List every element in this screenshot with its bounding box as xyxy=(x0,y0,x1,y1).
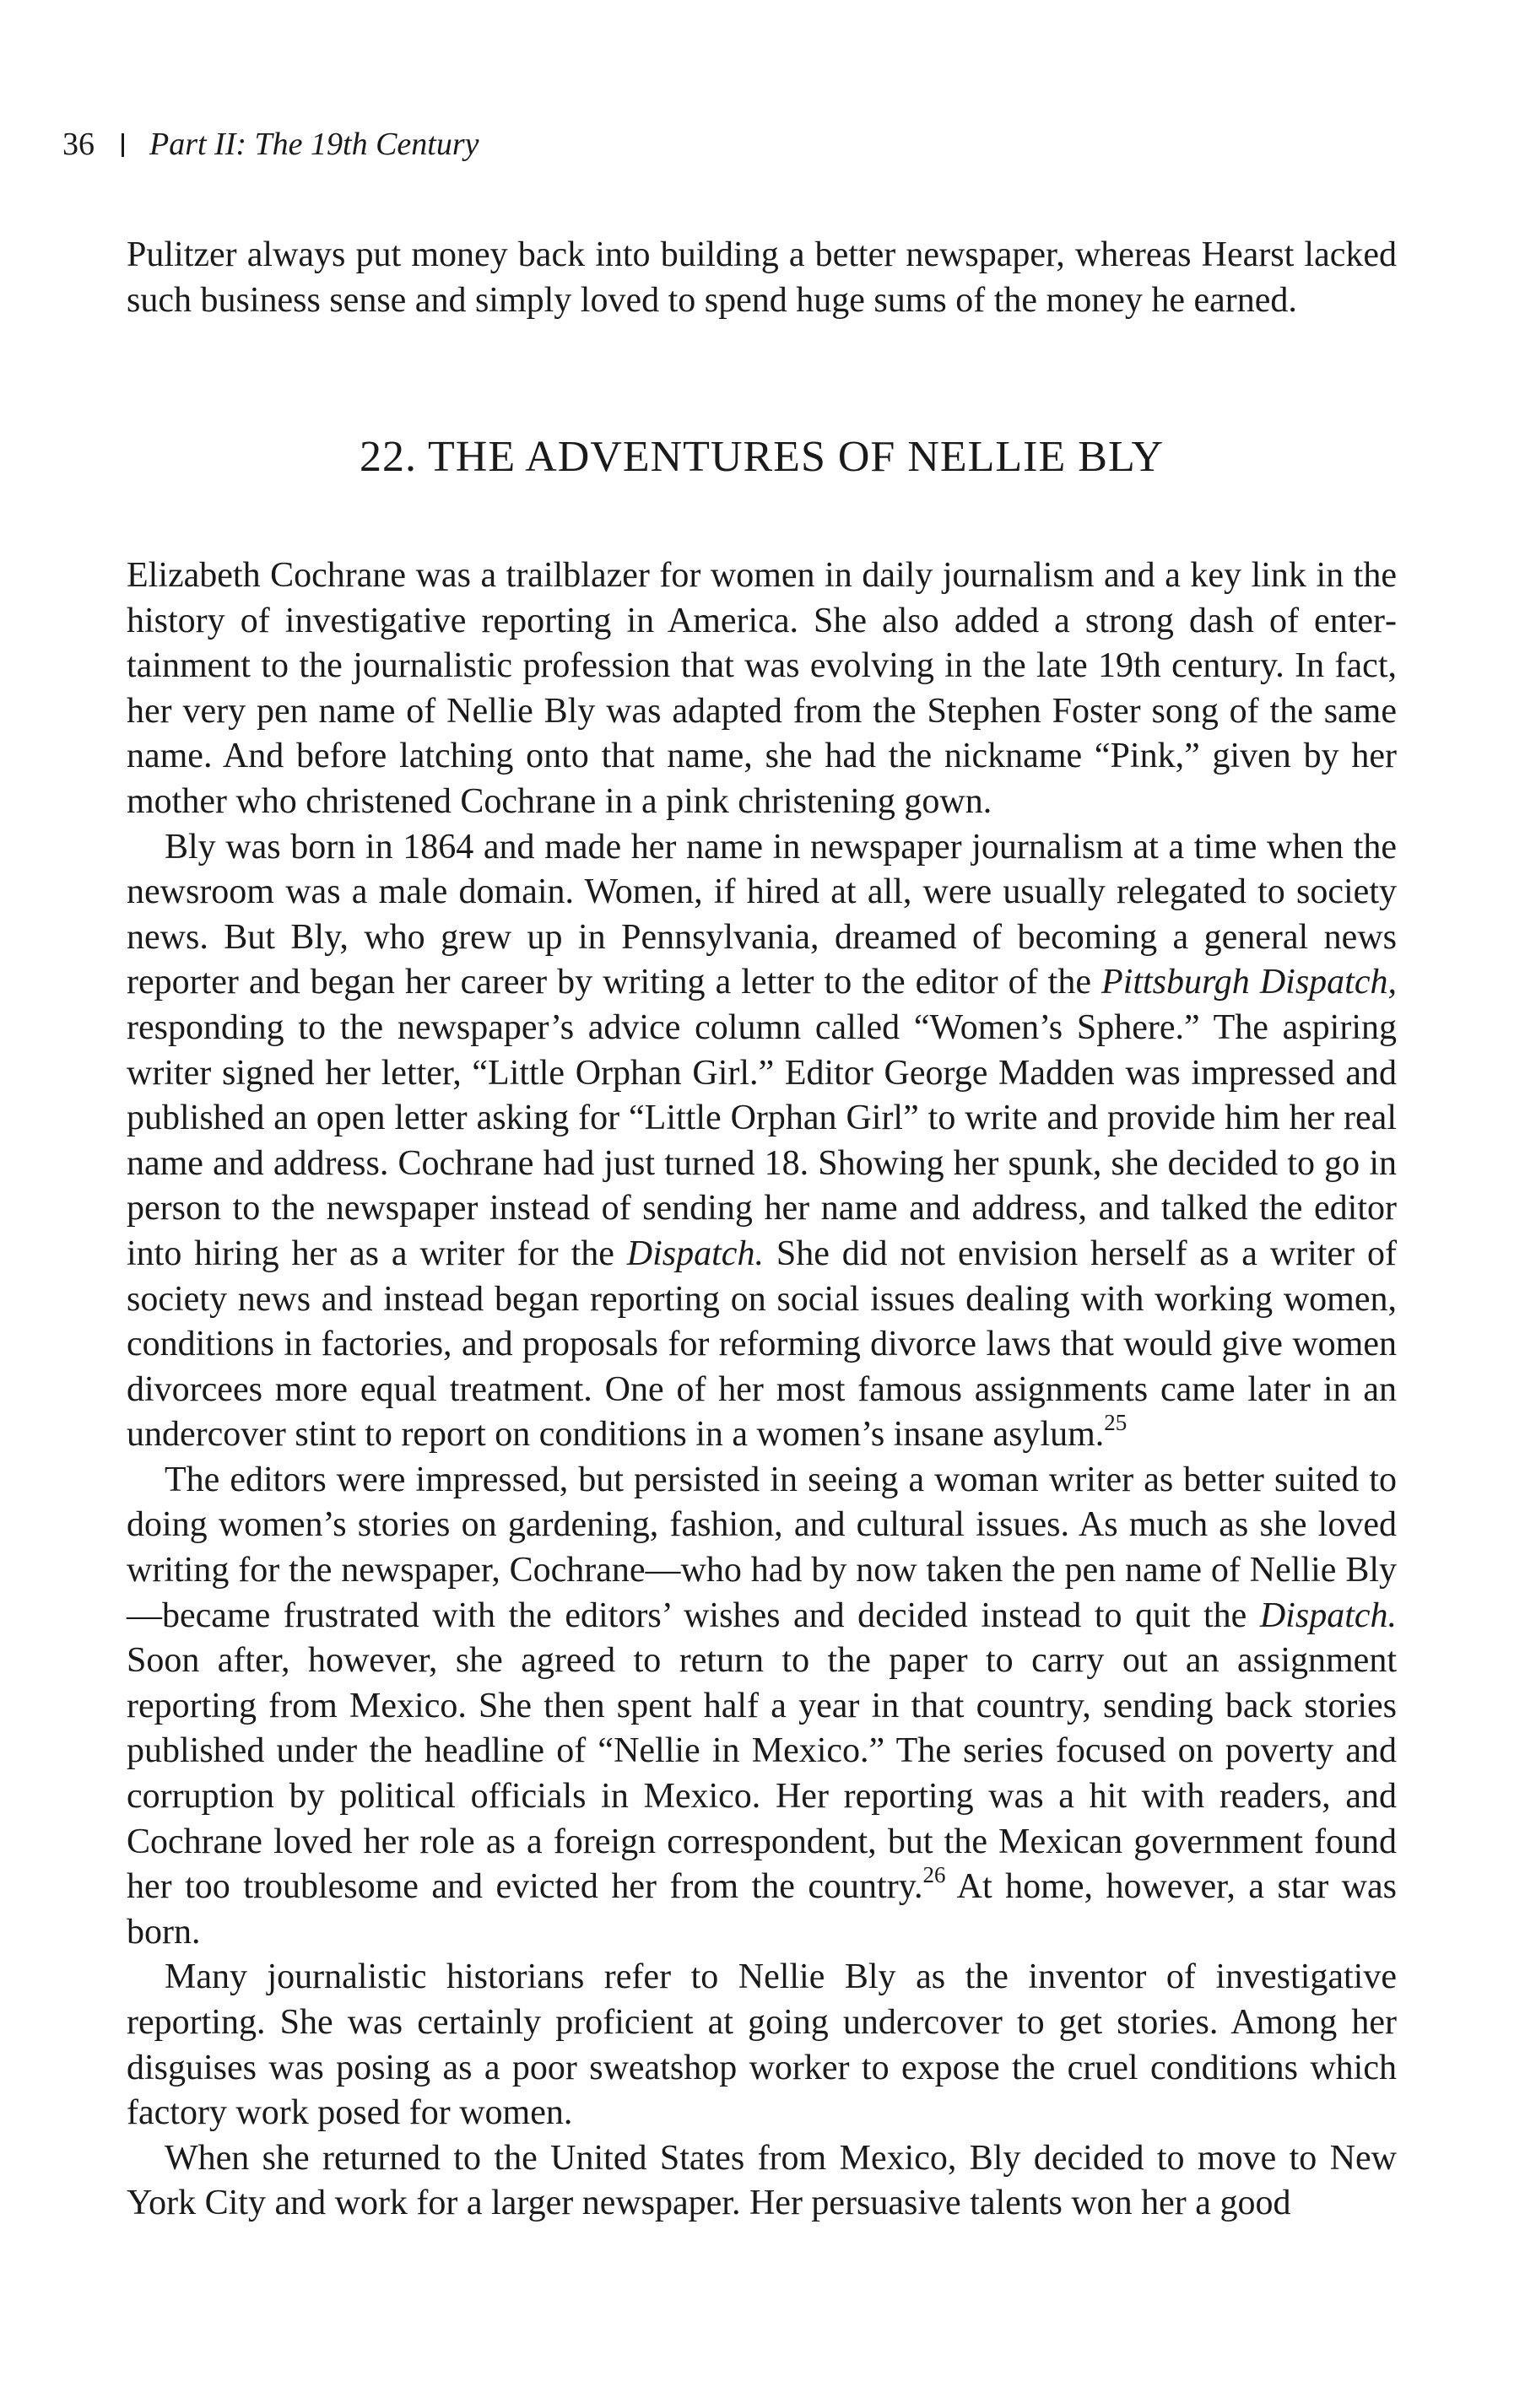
header-separator xyxy=(122,133,124,157)
chapter-body xyxy=(127,553,1397,2227)
paragraph-3-text-b: Soon after, however, she agreed to return to the paper to carry out an assignment reporting from Mexico. She then spent half a year in that country, sending back stories published under the headline of “Nellie in Mexico.” The series focused on poverty and corruption by political officials in Mexico. Her reporting was a hit with readers, and Cochrane loved her role as a foreign correspondent, but the Mexican government found her too troublesome and evicted her from the country. xyxy=(127,1641,1397,1907)
newspaper-title-dispatch: Dispatch. xyxy=(1259,1595,1397,1635)
paragraph-2-text-b: responding to the newspaper’s advice column called “Women’s Sphere.” The aspiring writer signed her letter, “Little Orphan Girl.” Editor George Madden was impressed and published an open letter asking for “Little Orphan Girl” to write and provide him her real name and address. Cochrane had just turned 18. Showing her spunk, she decided to go in person to the newspaper instead of sending her name and address, and talked the editor into hiring her as a writer for the xyxy=(127,1007,1397,1273)
lead-paragraph: Pulitzer always put money back into building a better newspaper, whereas Hearst lacked such business sense and simply loved to spend huge sums of the money he earned. xyxy=(127,235,1397,320)
paragraph-2-text-a: Bly was born in 1864 and made her name in newspaper journalism at a time when the newsroom was a male domain. Women, if hired at all, were usually relegated to society news. But Bly, who grew up in Pennsylvania, dreamed of becoming a general news reporter and began her career by writing a letter to the editor of the xyxy=(127,827,1397,1002)
body-paragraph-5: When she returned to the United States from Mexico, Bly decided to move to New York City and work for a larger newspaper. Her persuasive talents won her a good xyxy=(127,2138,1397,2223)
lead-text xyxy=(127,233,1397,323)
body-paragraph-2 xyxy=(127,825,1397,1458)
newspaper-title-pittsburgh-dispatch: Pittsburgh Dispatch, xyxy=(1101,963,1397,1002)
paragraph-3-text-a: The editors were impressed, but persisted in seeing a woman writer as better suited to doing women’s stories on gardening, fashion, and cultural issues. As much as she loved writing for the newspaper, Cochrane—who had by now taken the pen name of Nellie Bly—became frustrated with the editors’ wishes and decided instead to quit the xyxy=(127,1460,1397,1635)
footnote-ref-26: 26 xyxy=(922,1862,946,1888)
page-number: 36 xyxy=(62,127,95,162)
running-head xyxy=(62,123,479,165)
paragraph-3-text-c: At home, however, a star was born. xyxy=(127,1867,1397,1952)
part-title: Part II: The 19th Century xyxy=(149,127,479,162)
body-paragraph-3 xyxy=(127,1458,1397,1956)
chapter-title: 22. THE ADVENTURES OF NELLIE BLY xyxy=(359,433,1165,481)
body-paragraph-1: Elizabeth Cochrane was a trailblazer for women in daily journalism and a key link in the history of investigative reporting in America. She also added a strong dash of entertainment to the journalistic profession that was evolving in the late 19th century. In fact, her very pen name of Nellie Bly was adapted from the Stephen Foster song of the same name. And before latching onto that name, she had the nickname “Pink,” given by her mother who christened Cochrane in a pink christening gown. xyxy=(127,556,1397,821)
paragraph-2-text-c: She did not envision herself as a writer of society news and instead began reporting on social issues dealing with working women, conditions in factories, and proposals for reforming divorce laws that would give women divorcees more equal treatment. One of her most famous assignments came later in an undercover stint to report on conditions in a women’s insane asylum. xyxy=(127,1234,1397,1455)
footnote-ref-25: 25 xyxy=(1104,1410,1128,1436)
body-paragraph-4: Many journalistic historians refer to Nellie Bly as the inventor of investigative reporting. She was certainly proficient at going undercover to get stories. Among her disguises was posing as a poor sweatshop worker to expose the cruel conditions which factory work posed for women. xyxy=(127,1957,1397,2133)
newspaper-title-dispatch: Dispatch. xyxy=(626,1234,764,1273)
